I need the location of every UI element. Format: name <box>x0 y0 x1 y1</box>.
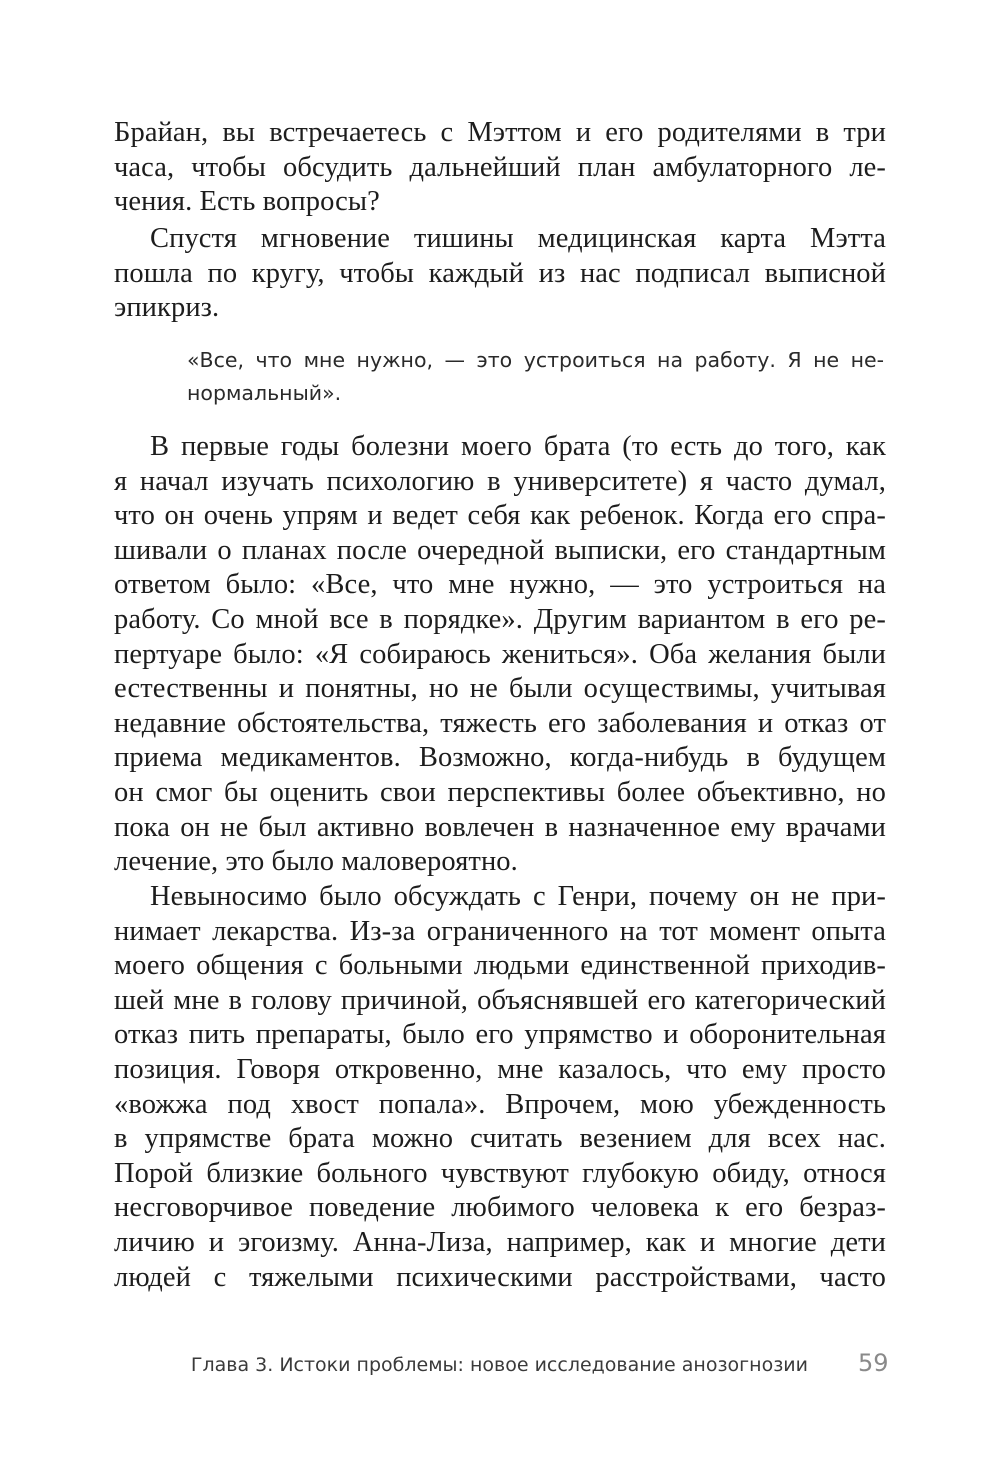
text-line: отказ пить препараты, было его упрямство и оборонительная <box>114 1019 886 1051</box>
running-footer-chapter-title: Глава 3. Истоки проблемы: новое исследование анозогнозии <box>190 1354 808 1376</box>
text-line: недавние обстоятельства, тяжесть его заболевания и отказ от <box>114 707 886 739</box>
text-line: Порой близкие больного чувствуют глубокую обиду, относя <box>114 1157 886 1189</box>
paragraph-brother-stubborn <box>114 430 886 880</box>
text-line: в упрямстве брата можно считать везением для всех нас. <box>114 1123 886 1155</box>
text-line: нимает лекарства. Из-за ограниченного на тот момент опыта <box>114 915 886 947</box>
text-line: личию и эгоизму. Анна-Лиза, например, как и многие дети <box>114 1226 886 1258</box>
text-line: что он очень упрям и ведет себя как ребенок. Когда его спра- <box>114 500 886 532</box>
quote-line: нормальный». <box>187 381 342 405</box>
paragraph-dialogue <box>114 116 886 220</box>
text-line: чения. Есть вопросы? <box>114 186 380 218</box>
text-line: пошла по кругу, чтобы каждый из нас подписал выписной <box>114 257 886 289</box>
text-line: людей с тяжелыми психическими расстройствами, часто <box>114 1261 886 1293</box>
text-line: «вожжа под хвост попала». Впрочем, мою убежденность <box>114 1088 886 1120</box>
quote-line: «Все, что мне нужно, — это устроиться на работу. Я не не- <box>187 348 884 372</box>
text-line: Невыносимо было обсуждать с Генри, почему он не при- <box>150 881 886 912</box>
text-line: он смог бы оценить свои перспективы более объективно, но <box>114 776 886 808</box>
text-line: часа, чтобы обсудить дальнейший план амбулаторного ле- <box>114 151 886 183</box>
text-line: шивали о планах после очередной выписки, его стандартным <box>114 534 886 566</box>
text-line: естественны и понятны, но не были осуществимы, учитывая <box>114 673 886 705</box>
paragraph-chart-signing <box>114 222 886 326</box>
text-line: эпикриз. <box>114 292 220 324</box>
epigraph-quote <box>187 344 884 410</box>
text-line: моего общения с больными людьми единственной приходив- <box>114 950 886 982</box>
text-line: ответом было: «Все, что мне нужно, — это устроиться на <box>114 569 886 601</box>
text-line: позиция. Говоря откровенно, мне казалось, что ему просто <box>114 1053 886 1085</box>
paragraph-refusing-medication <box>114 880 886 1295</box>
text-line: пока он не был активно вовлечен в назначенное ему врачами <box>114 811 886 843</box>
page-footer <box>0 1348 1000 1382</box>
text-line: пертуаре было: «Я собираюсь жениться». Оба желания были <box>114 638 886 670</box>
text-line: лечение, это было маловероятно. <box>114 846 518 878</box>
text-line: Спустя мгновение тишины медицинская карта Мэтта <box>150 223 886 254</box>
text-line: шей мне в голову причиной, объяснявшей его категорический <box>114 984 886 1016</box>
page-number: 59 <box>858 1349 889 1377</box>
text-line: работу. Со мной все в порядке». Другим вариантом в его ре- <box>114 603 886 635</box>
text-line: несговорчивое поведение любимого человека к его безраз- <box>114 1192 886 1224</box>
text-line: приема медикаментов. Возможно, когда-нибудь в будущем <box>114 742 886 774</box>
text-line: В первые годы болезни моего брата (то есть до того, как <box>150 431 886 462</box>
text-line: Брайан, вы встречаетесь с Мэттом и его родителями в три <box>114 117 886 148</box>
text-line: я начал изучать психологию в университете) я часто думал, <box>114 465 886 497</box>
